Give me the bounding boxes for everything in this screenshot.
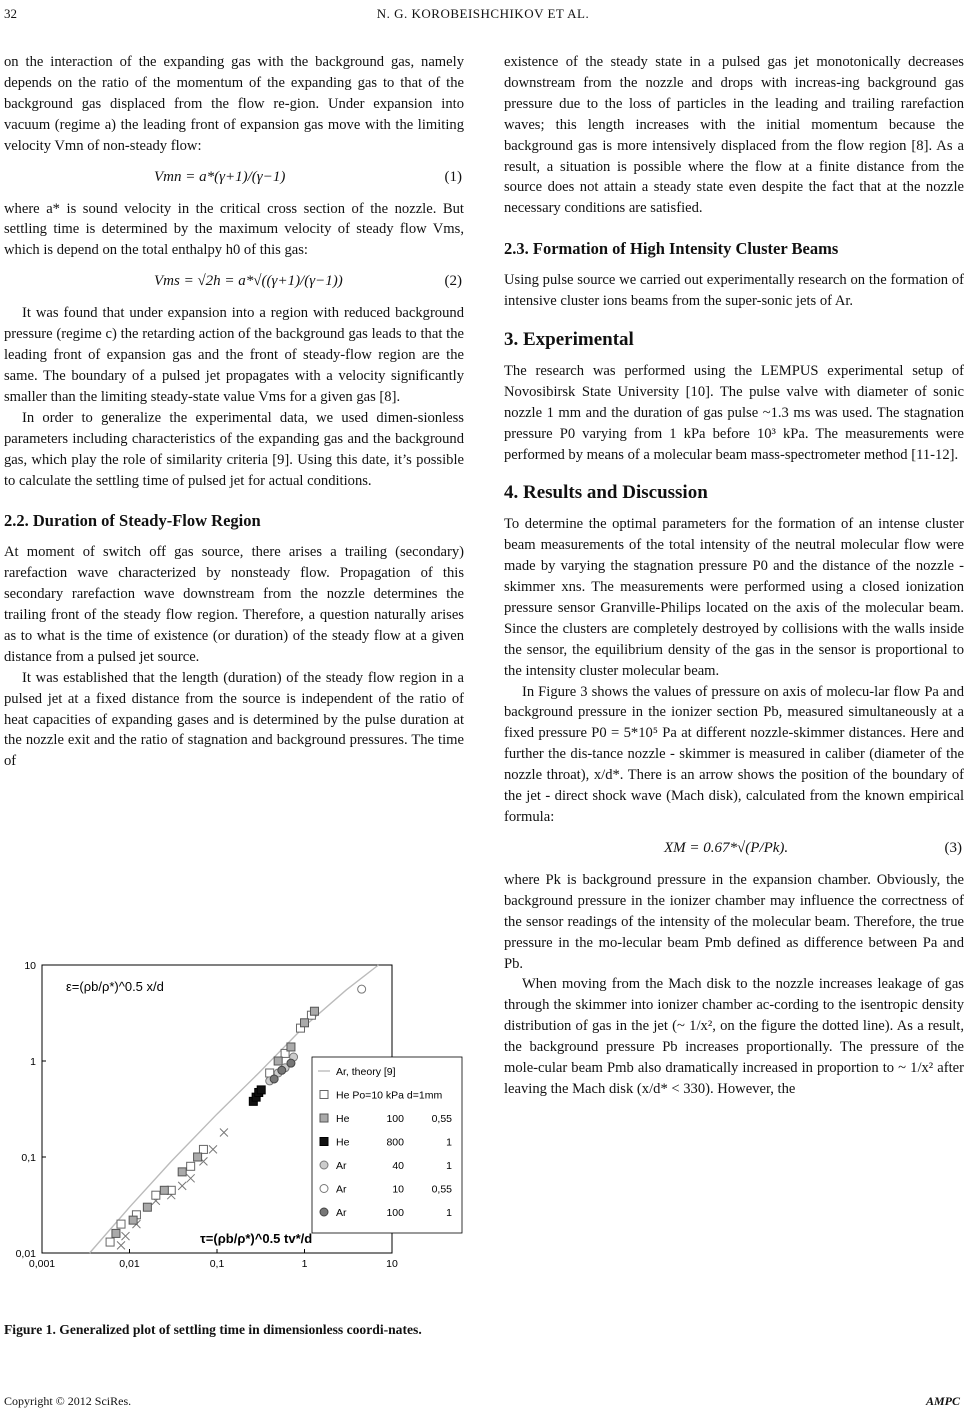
y-tick-label: 10: [24, 960, 36, 972]
data-point-square-open: [199, 1145, 207, 1153]
legend-label: Ar, theory [9]: [336, 1066, 396, 1078]
data-point-square-gray: [143, 1203, 151, 1211]
x-tick-label: 10: [386, 1258, 398, 1270]
data-point-square-black: [257, 1086, 265, 1094]
equation-body: Vmn = a*(γ+1)/(γ−1): [154, 168, 286, 185]
annotation-epsilon: ε=(ρb/ρ*)^0.5 x/d: [66, 979, 164, 994]
figure-1: [4, 955, 464, 1300]
legend-diameter: 1: [446, 1160, 452, 1172]
data-point-cross: [117, 1241, 125, 1249]
data-point-circle-darkgray: [320, 1208, 328, 1216]
paragraph: It was established that the length (duration) of the steady flow region in a pulsed jet at a fixed distance from the source is independent of the ratio of heat capacities of expanding gases and is determined by the pulse duration at the nozzle exit and the ratio of stagnation and background pressures. The time of: [4, 669, 464, 770]
data-point-cross: [178, 1182, 186, 1190]
equation-1: [4, 157, 464, 199]
y-tick-label: 0,01: [15, 1248, 36, 1260]
data-point-circle-lightgray: [320, 1161, 328, 1169]
legend-label: Ar: [336, 1183, 347, 1196]
x-tick-label: 0,001: [28, 1258, 56, 1270]
data-point-circle-open: [358, 985, 366, 993]
left-column: [4, 52, 464, 772]
x-tick-label: 0,01: [119, 1258, 140, 1270]
equation-body: Vms = √2h = a*√((γ+1)/(γ−1)): [154, 273, 343, 290]
data-point-cross: [220, 1128, 228, 1136]
data-point-square-open: [117, 1220, 125, 1228]
legend-diameter: 1: [446, 1136, 452, 1149]
legend-label: He: [336, 1113, 350, 1125]
paragraph: The research was performed using the LEMPUS experimental setup of Novosibirsk State University [10]. The pulse valve with diameter of sonic nozzle 1 mm and the duration of gas pulse ~1.3 ms was used. The stagnation pressure P0 varying from 1 kPa before 10³ kPa. The measurements were performed by means of a molecular beam mass-spectrometer method [11-12].: [504, 362, 964, 463]
paragraph: In Figure 3 shows the values of pressure on axis of molecu-lar flow Pa and background pressure in the ionizer section Pb, measured simultaneously at a fixed pressure P0 = 5*10⁵ Pa at different nozzle-skimmer distances. Here and further the dis-tance nozzle - skimmer is measured in caliber (diameter of the nozzle throat), x/d*. There is an arrow shows the position of the boundary of the jet - direct shock wave (Mach disk), calculated from the known empirical formula:: [504, 683, 964, 825]
legend-diameter: 0,55: [431, 1113, 452, 1125]
data-point-square-gray: [274, 1057, 282, 1065]
equation-2: [4, 261, 464, 303]
figure-caption: Figure 1. Generalized plot of settling time in dimensionless coordi-nates.: [4, 1322, 422, 1337]
legend-pressure: 10: [392, 1183, 404, 1196]
copyright: Copyright © 2012 SciRes.: [4, 1394, 132, 1408]
data-point-circle-darkgray: [270, 1075, 278, 1083]
paragraph: where a* is sound velocity in the critical cross section of the nozzle. But settling time is determined by the maximum velocity of steady flow Vms, which is depend on the total enthalpy h0 of this gas:: [4, 200, 464, 259]
section-heading: 3. Experimental: [504, 328, 634, 350]
legend-diameter: 1: [446, 1207, 452, 1219]
paragraph: In order to generalize the experimental data, we used dimen-sionless parameters including characteristics of the expanding gas and the background gas, which play the role of similarity criteria [9]. Using this date, it’s possible to calculate the settling time of pulsed jet for actual conditions.: [4, 409, 464, 489]
y-tick-label: 1: [30, 1056, 36, 1068]
data-point-cross: [209, 1145, 217, 1153]
data-point-square-gray: [287, 1043, 295, 1051]
legend-label: He Po=10 kPa d=1mm: [336, 1089, 443, 1102]
page-header: [0, 6, 966, 26]
paragraph: where Pk is background pressure in the expansion chamber. Obviously, the background pressure in the ionizer chamber may influence the correctness of the sensor readings of the intensity of the molecular beam. Therefore, the true pressure in the mo-lecular beam Pmb defined as difference between Pa and Pb.: [504, 871, 964, 972]
paragraph: To determine the optimal parameters for the formation of an intense cluster beam measurements of the total intensity of the neutral molecular flow were made by varying the stagnation pressure P0 and the distance of the nozzle - skimmer xns. The measurements were performed using a closed ionization pressure sensor Granville-Philips located on the axis of the molecular beam. Since the clusters are completely destroyed by collisions with the walls inside the sensor, the equilibrium density of the gas in the sensor is proportional to the intensity cluster molecular beam.: [504, 516, 964, 679]
right-column: [504, 52, 964, 1100]
paragraph: existence of the steady state in a pulsed gas jet monotonically decreases downstream from the nozzle and drops with increas-ing background gas pressure due to the loss of particles in the leading and trailing rarefaction waves; this length increases with the initial momentum because the background gas is more intensively displaced from the flow region [8]. As a result, a situation is possible where the flow at a finite distance from the source does not attain a steady state even despite the fact that at the nozzle necessary conditions are satisfied.: [504, 54, 964, 217]
data-point-square-gray: [301, 1019, 309, 1027]
y-tick-label: 0,1: [21, 1152, 36, 1164]
page-number: 32: [4, 6, 17, 21]
paragraph: on the interaction of the expanding gas with the background gas, namely depends on the ratio of the momentum of the expanding gas to that of the background gas displaced from the flow re-gion. Under expansion into vacuum (regime a) the leading front of expansion gas move with the limiting velocity Vmn of non-steady flow:: [4, 54, 464, 154]
settling-time-chart: [4, 955, 464, 1300]
legend-diameter: 0,55: [431, 1183, 452, 1196]
section-heading: 2.2. Duration of Steady-Flow Region: [4, 511, 261, 531]
data-point-square-gray: [112, 1229, 120, 1237]
legend-label: Ar: [336, 1160, 347, 1172]
equation-number: (3): [944, 839, 962, 856]
data-point-circle-darkgray: [278, 1066, 286, 1074]
data-point-square-gray: [194, 1153, 202, 1161]
paragraph: When moving from the Mach disk to the nozzle increases leakage of gas through the skimmer into ionizer chamber ac-cording to the isentropic density distribution of gas in the jet (~ 1/x², on the figure the dotted line). As a result, the background pressure Pb increases proportionally. The pressure of the mole-cular beam Pmb also dramatically increased in proportion to ~ 1/x² after leaving the Mach disk (x/d* < 330). However, the: [504, 976, 964, 1097]
legend-pressure: 800: [386, 1136, 404, 1149]
data-point-cross: [187, 1174, 195, 1182]
data-point-circle-open: [320, 1185, 328, 1193]
journal-name: AMPC: [925, 1394, 960, 1408]
equation-body: XM = 0.67*√(P/Pk).: [664, 839, 789, 856]
data-point-square-gray: [178, 1168, 186, 1176]
legend-label: Ar: [336, 1207, 347, 1219]
data-point-cross: [121, 1232, 129, 1240]
data-point-square-gray: [160, 1186, 168, 1194]
data-point-square-gray: [129, 1216, 137, 1224]
equation-3: [504, 828, 964, 870]
x-tick-label: 1: [301, 1258, 308, 1270]
section-heading: 4. Results and Discussion: [504, 482, 708, 504]
running-authors: N. G. KOROBEISHCHIKOV ET AL.: [376, 6, 590, 21]
x-tick-label: 0,1: [209, 1258, 225, 1270]
data-point-square-open: [187, 1162, 195, 1170]
legend-pressure: 40: [392, 1160, 404, 1172]
annotation-tau: τ=(ρb/ρ*)^0.5 tv*/d: [200, 1231, 313, 1246]
section-heading: 2.3. Formation of High Intensity Cluster Beams: [504, 239, 839, 259]
paragraph: Using pulse source we carried out experimentally research on the formation of intensive cluster ions beams from the super-sonic jets of Ar.: [504, 272, 964, 310]
data-point-square-open: [106, 1238, 114, 1246]
legend-pressure: 100: [386, 1207, 404, 1219]
data-point-square-black: [320, 1138, 328, 1146]
data-point-square-open: [152, 1191, 160, 1199]
equation-number: (1): [444, 168, 462, 185]
legend-pressure: 100: [386, 1113, 404, 1125]
equation-number: (2): [444, 273, 462, 290]
data-point-square-gray: [320, 1114, 328, 1122]
data-point-square-gray: [310, 1007, 318, 1015]
legend-label: He: [336, 1136, 350, 1149]
paragraph: It was found that under expansion into a region with reduced background pressure (regime c) the retarding action of the background gas leads to that the leading front of expansion gas and the front of steady-flow region are the same. The boundary of a pulsed jet propagates with a velocity significantly smaller than the limiting steady-state value Vms for a given gas [8].: [4, 305, 464, 405]
data-point-square-open: [320, 1091, 328, 1099]
data-point-circle-darkgray: [287, 1059, 295, 1067]
paragraph: At moment of switch off gas source, there arises a trailing (secondary) rarefaction wave characterized by nonsteady flow. Propagation of this secondary rarefaction wave downstream from the nozzle determines the trailing front of the steady flow region. Therefore, a question naturally arises as to what is the time of existence (or duration) of the steady flow at a given distance from a pulsed jet source.: [4, 544, 464, 665]
